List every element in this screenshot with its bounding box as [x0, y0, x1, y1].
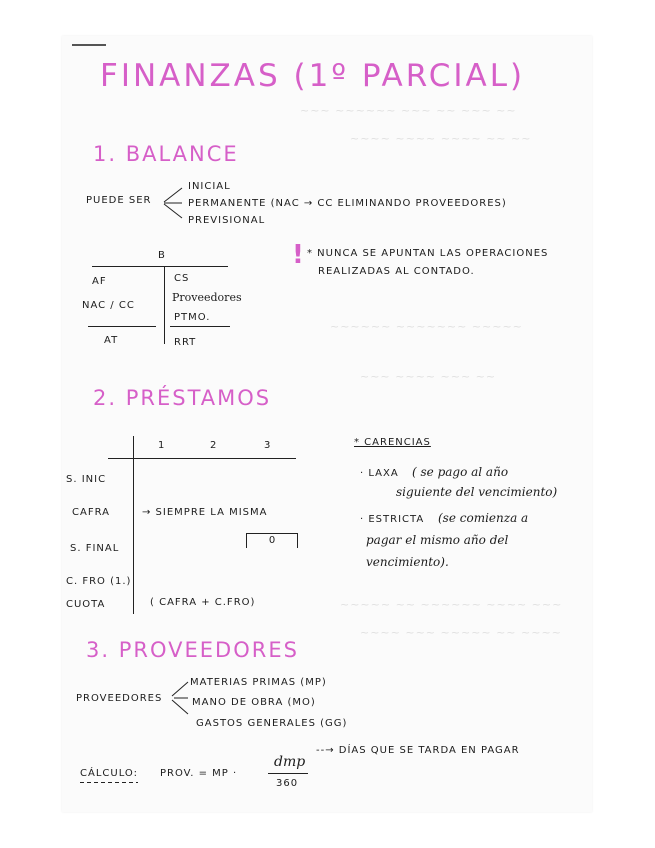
- bleed-through-3: ~~~~~~ ~~~~~~~ ~~~~~: [330, 320, 523, 333]
- balance-proveedores: Proveedores: [172, 291, 242, 304]
- balance-table-header: B: [158, 250, 166, 261]
- balance-rrt: RRT: [174, 337, 197, 348]
- bleed-through-1: ~~~ ~~~~~~ ~~~ ~~ ~~~ ~~: [300, 104, 517, 117]
- row-s-inic: S. INIC: [66, 474, 107, 485]
- balance-nac-cc: NAC / CC: [82, 300, 135, 311]
- arrow-note: --→ DÍAS QUE SE TARDA EN PAGAR: [316, 745, 520, 756]
- balance-at: AT: [104, 335, 119, 346]
- balance-center-rule: [164, 266, 165, 344]
- bracket-lines: [162, 184, 186, 222]
- balance-top-rule: [92, 266, 228, 267]
- laxa-text: ( se pago al año: [412, 465, 509, 479]
- row-s-final: S. FINAL: [70, 543, 120, 554]
- laxa-label: · LAXA: [360, 468, 399, 479]
- balance-bottom-rule-right: [170, 326, 230, 327]
- balance-ptmo: PTMO.: [174, 312, 211, 323]
- proveedores-label: PROVEEDORES: [76, 693, 163, 704]
- bleed-through-5: ~~~~~ ~~ ~~~~~~ ~~~~ ~~~: [340, 598, 563, 611]
- calculo-underline: [80, 782, 138, 783]
- note-line-2: REALIZADAS AL CONTADO.: [318, 266, 475, 277]
- row-cafra: CAFRA: [72, 507, 110, 518]
- calc-denominator: 360: [276, 778, 299, 789]
- type-inicial: INICIAL: [188, 181, 231, 192]
- type-permanente: PERMANENTE (NAC → CC ELIMINANDO PROVEEDORES): [188, 198, 507, 209]
- col-3: 3: [264, 440, 272, 451]
- calc-formula: PROV. = MP ·: [160, 768, 238, 779]
- item-mano-de-obra: MANO DE OBRA (MO): [192, 697, 316, 708]
- estricta-line-2: pagar el mismo año del: [366, 533, 509, 547]
- item-gastos-generales: GASTOS GENERALES (GG): [196, 718, 348, 729]
- estricta-line-3: vencimiento).: [366, 555, 449, 569]
- proveedores-heading: 3. PROVEEDORES: [86, 638, 299, 662]
- cafra-note: → SIEMPRE LA MISMA: [142, 507, 268, 518]
- row-cuota: CUOTA: [66, 599, 106, 610]
- col-2: 2: [210, 440, 218, 451]
- exclamation-icon: !: [292, 240, 304, 270]
- fraction-bar: [268, 773, 308, 774]
- calc-numerator: dmp: [274, 754, 306, 770]
- type-previsional: PREVISIONAL: [188, 215, 266, 226]
- zero-value: 0: [268, 535, 276, 546]
- note-line-1: * NUNCA SE APUNTAN LAS OPERACIONES: [307, 248, 549, 259]
- balance-cs: CS: [174, 273, 190, 284]
- loan-table-vertical-rule: [133, 436, 134, 614]
- bleed-through-4: ~~~ ~~~~ ~~~ ~~: [360, 370, 497, 383]
- laxa-line-2: siguiente del vencimiento): [396, 485, 558, 499]
- col-1: 1: [158, 440, 166, 451]
- cuota-note: ( CAFRA + C.FRO): [150, 597, 256, 608]
- estricta-text: (se comienza a: [438, 511, 529, 525]
- carencias-title: * CARENCIAS: [354, 437, 431, 448]
- item-materias-primas: MATERIAS PRIMAS (MP): [190, 677, 327, 688]
- balance-heading: 1. BALANCE: [93, 142, 239, 166]
- page-title: FINANZAS (1º PARCIAL): [100, 58, 526, 94]
- calculo-label: CÁLCULO:: [80, 768, 138, 779]
- zero-box: [246, 533, 298, 548]
- estricta-label: · ESTRICTA: [360, 514, 425, 525]
- puede-ser-label: PUEDE SER: [86, 195, 152, 206]
- prestamos-heading: 2. PRÉSTAMOS: [93, 386, 272, 410]
- page-corner-mark: [72, 44, 106, 46]
- loan-table-horizontal-rule: [108, 458, 296, 459]
- row-c-fro: C. FRO (1.): [66, 576, 132, 587]
- balance-bottom-rule-left: [88, 326, 156, 327]
- bleed-through-6: ~~~~ ~~~ ~~~~~ ~~ ~~~~: [360, 626, 562, 639]
- bleed-through-2: ~~~~ ~~~~ ~~~~ ~~ ~~: [350, 132, 532, 145]
- balance-af: AF: [92, 276, 107, 287]
